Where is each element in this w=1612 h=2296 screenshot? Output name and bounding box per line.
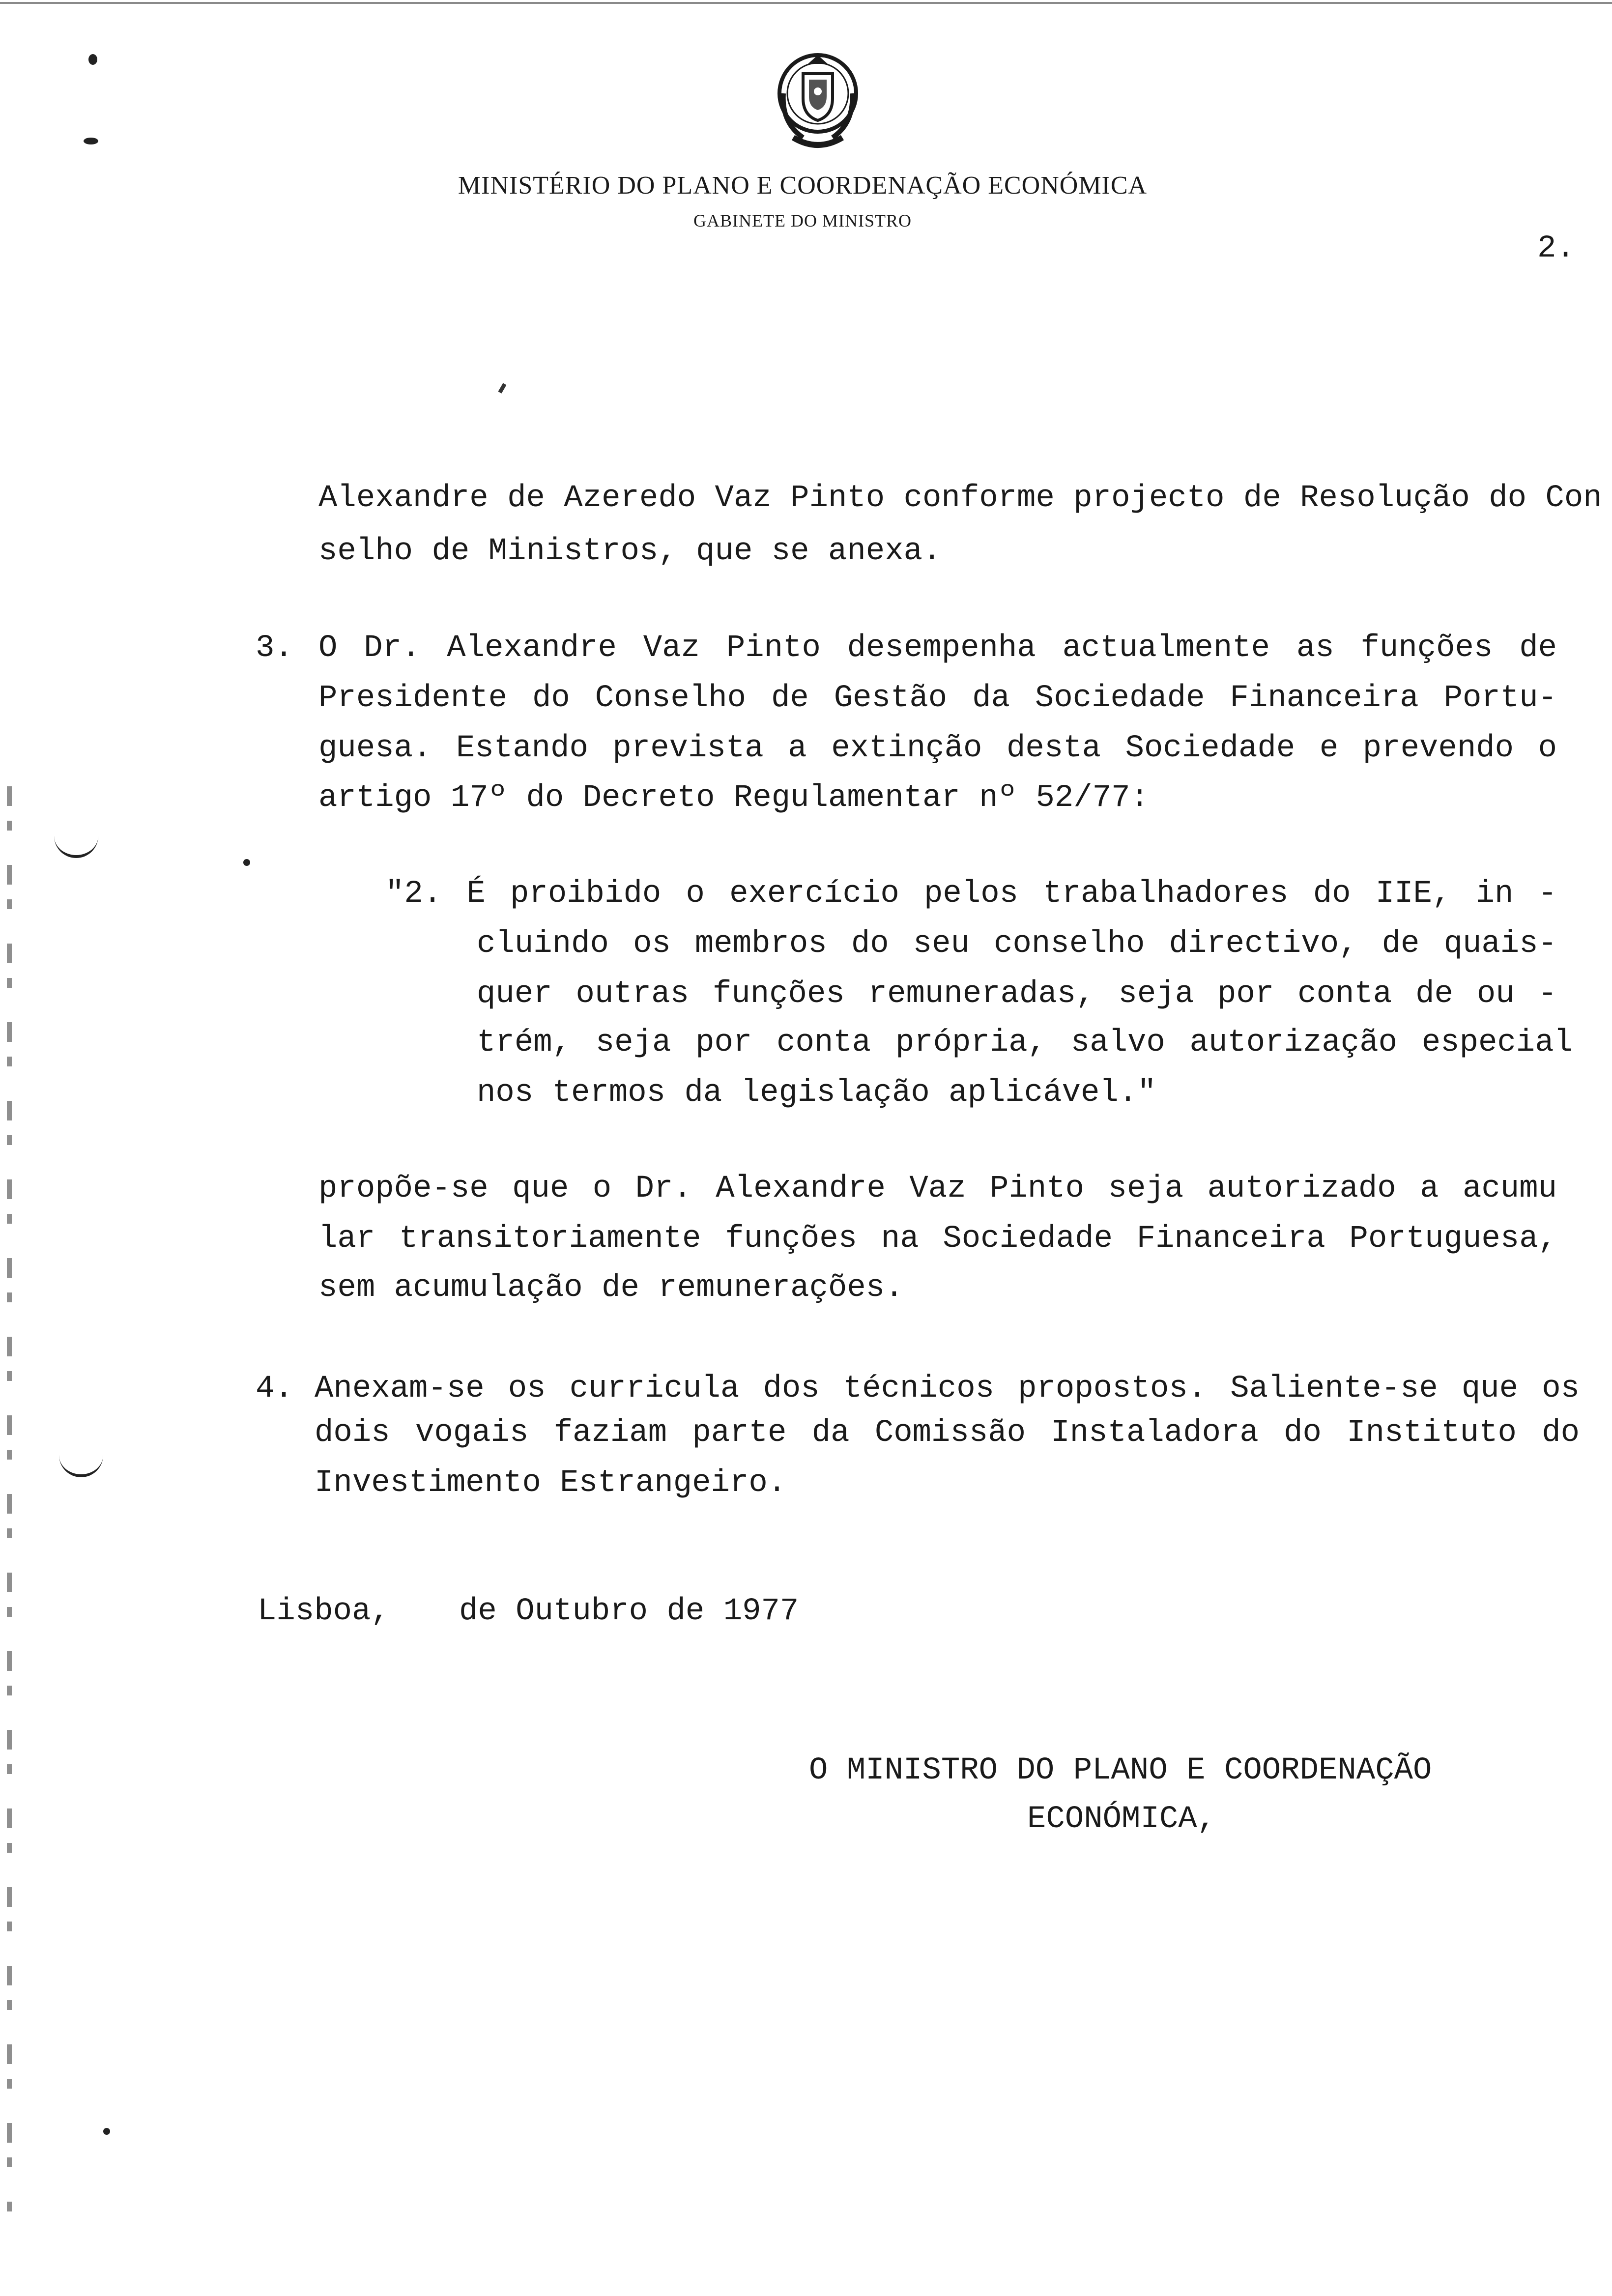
quote-line: nos termos da legislação aplicável." (477, 1075, 1156, 1111)
pen-mark (498, 383, 507, 393)
quote-line: cluindo os membros do seu conselho directivo, de quais- (477, 926, 1557, 962)
signatory-title: ECONÓMICA, (1027, 1802, 1216, 1837)
item-number: 3. (256, 631, 293, 666)
punch-hole-mark (59, 1455, 103, 1477)
date-text: de Outubro de 1977 (459, 1594, 799, 1629)
quote-line: "2. É proibido o exercício pelos trabalhadores do IIE, in - (385, 876, 1557, 912)
scan-speck (103, 2128, 110, 2135)
paragraph-line: guesa. Estando prevista a extinção desta Sociedade e prevendo o (318, 731, 1557, 766)
paragraph-line: selho de Ministros, que se anexa. (318, 534, 942, 569)
scan-speck (84, 138, 98, 144)
signatory-title: O MINISTRO DO PLANO E COORDENAÇÃO (809, 1753, 1432, 1788)
place-label: Lisboa, (258, 1594, 390, 1629)
page-number: 2. (1537, 231, 1575, 266)
paragraph-line: lar transitoriamente funções na Sociedade Financeira Portuguesa, (318, 1221, 1557, 1257)
scan-speck (243, 859, 250, 866)
paragraph-line: Alexandre de Azeredo Vaz Pinto conforme projecto de Resolução do Con (318, 481, 1602, 516)
paragraph-line: sem acumulação de remunerações. (318, 1270, 904, 1306)
punch-hole-mark (54, 835, 98, 858)
ministry-heading: MINISTÉRIO DO PLANO E COORDENAÇÃO ECONÓMICA (458, 172, 1148, 200)
paragraph-line: Presidente do Conselho de Gestão da Sociedade Financeira Portu- (318, 681, 1557, 716)
top-border-line (0, 2, 1612, 4)
coat-of-arms-emblem (774, 44, 862, 152)
item-number: 4. (256, 1371, 293, 1406)
binding-edge (7, 786, 12, 2211)
cabinet-subheading: GABINETE DO MINISTRO (693, 211, 912, 230)
quote-line: quer outras funções remuneradas, seja por conta de ou - (477, 976, 1557, 1012)
paragraph-line: artigo 17º do Decreto Regulamentar nº 52/77: (318, 780, 1149, 816)
scan-speck (88, 54, 97, 65)
paragraph-line: dois vogais faziam parte da Comissão Instaladora do Instituto do (315, 1415, 1580, 1451)
paragraph-line: Anexam-se os curricula dos técnicos propostos. Saliente-se que os (315, 1371, 1580, 1406)
paragraph-line: Investimento Estrangeiro. (315, 1465, 787, 1501)
paragraph-line: propõe-se que o Dr. Alexandre Vaz Pinto seja autorizado a acumu (318, 1171, 1557, 1206)
quote-line: trém, seja por conta própria, salvo autorização especial (477, 1025, 1573, 1061)
paragraph-line: O Dr. Alexandre Vaz Pinto desempenha actualmente as funções de (318, 631, 1557, 666)
